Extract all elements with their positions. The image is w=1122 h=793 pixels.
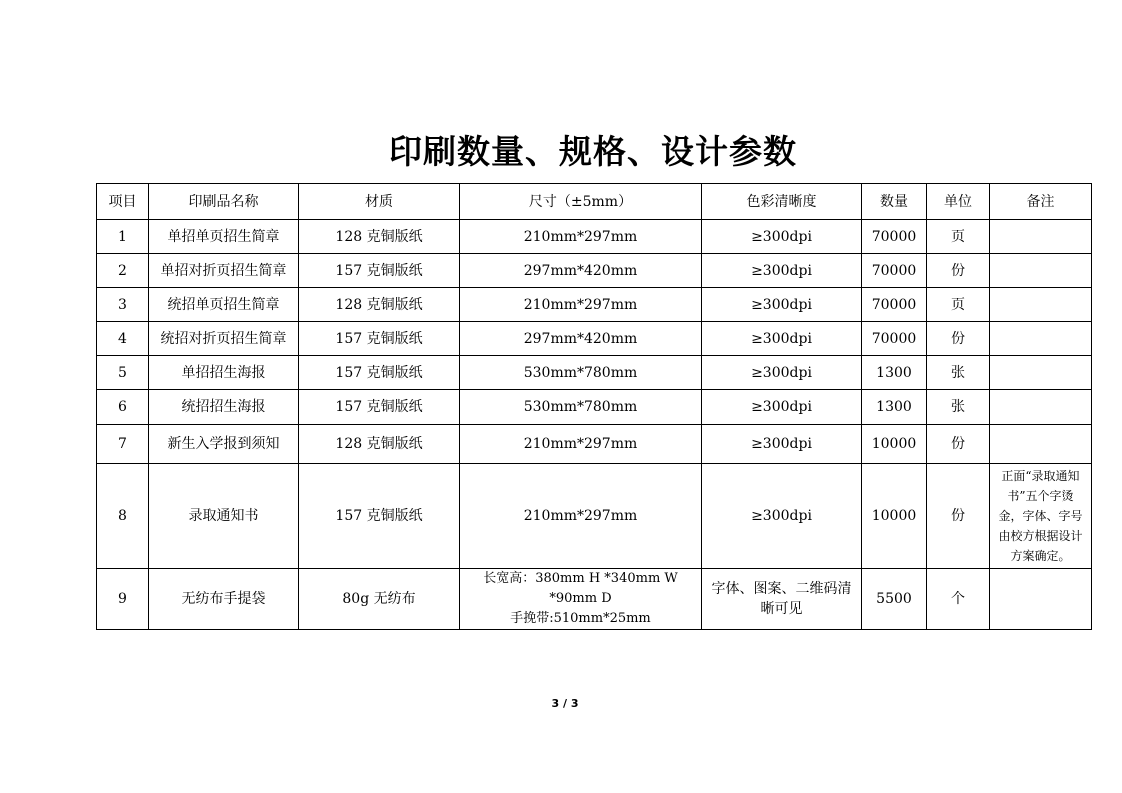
cell-index: 1 [97,220,149,254]
table-row [97,220,1092,254]
table-row [97,569,1092,630]
cell-remark [990,569,1092,630]
cell-material: 128 克铜版纸 [299,425,460,464]
table-row [97,288,1092,322]
cell-quantity: 5500 [862,569,927,630]
cell-size: 297mm*420mm [460,322,702,356]
cell-quantity: 1300 [862,356,927,390]
cell-color: ≥300dpi [702,220,862,254]
cell-unit: 份 [927,425,990,464]
cell-material: 157 克铜版纸 [299,464,460,569]
cell-index: 6 [97,390,149,425]
cell-remark [990,322,1092,356]
header-color: 色彩清晰度 [702,184,862,220]
page-title: 印刷数量、规格、设计参数 [389,132,797,171]
cell-quantity: 70000 [862,288,927,322]
cell-remark [990,288,1092,322]
cell-unit: 张 [927,390,990,425]
cell-quantity: 10000 [862,425,927,464]
cell-index: 3 [97,288,149,322]
cell-material: 80g 无纺布 [299,569,460,630]
cell-color: ≥300dpi [702,254,862,288]
cell-size-line: 手挽带:510mm*25mm [510,611,651,626]
cell-remark [990,220,1092,254]
cell-name: 统招单页招生简章 [149,288,299,322]
header-remark: 备注 [990,184,1092,220]
cell-name: 新生入学报到须知 [149,425,299,464]
cell-color: ≥300dpi [702,288,862,322]
cell-unit: 页 [927,220,990,254]
cell-unit: 页 [927,288,990,322]
cell-remark [990,390,1092,425]
header-name: 印刷品名称 [149,184,299,220]
cell-size: 210mm*297mm [460,220,702,254]
cell-remark [990,356,1092,390]
table-row [97,425,1092,464]
cell-color: ≥300dpi [702,322,862,356]
cell-unit: 份 [927,464,990,569]
page-number: 3 / 3 [551,697,579,710]
cell-index: 4 [97,322,149,356]
cell-name: 录取通知书 [149,464,299,569]
cell-color: ≥300dpi [702,390,862,425]
cell-size: 210mm*297mm [460,288,702,322]
cell-index: 7 [97,425,149,464]
cell-color: ≥300dpi [702,464,862,569]
cell-quantity: 1300 [862,390,927,425]
cell-size [460,569,702,630]
cell-size: 530mm*780mm [460,390,702,425]
cell-index: 8 [97,464,149,569]
table-row [97,356,1092,390]
table-row [97,322,1092,356]
cell-name: 单招单页招生简章 [149,220,299,254]
cell-remark [990,425,1092,464]
cell-index: 2 [97,254,149,288]
header-index: 项目 [97,184,149,220]
cell-name: 统招对折页招生简章 [149,322,299,356]
cell-quantity: 70000 [862,322,927,356]
cell-material: 157 克铜版纸 [299,390,460,425]
cell-name: 无纺布手提袋 [149,569,299,630]
cell-remark [990,254,1092,288]
cell-size-line: 长宽高：380mm H *340mm W *90mm D [483,571,678,606]
cell-material: 128 克铜版纸 [299,288,460,322]
cell-material: 128 克铜版纸 [299,220,460,254]
cell-unit: 个 [927,569,990,630]
cell-unit: 张 [927,356,990,390]
cell-remark: 正面“录取通知书”五个字烫金，字体、字号由校方根据设计方案确定。 [990,464,1092,569]
header-quantity: 数量 [862,184,927,220]
cell-quantity: 70000 [862,254,927,288]
header-material: 材质 [299,184,460,220]
cell-name: 单招招生海报 [149,356,299,390]
cell-size: 530mm*780mm [460,356,702,390]
table-row [97,254,1092,288]
cell-size: 297mm*420mm [460,254,702,288]
header-unit: 单位 [927,184,990,220]
header-size: 尺寸（±5mm） [460,184,702,220]
cell-name: 统招招生海报 [149,390,299,425]
cell-color: ≥300dpi [702,425,862,464]
cell-material: 157 克铜版纸 [299,254,460,288]
cell-name: 单招对折页招生简章 [149,254,299,288]
cell-color: ≥300dpi [702,356,862,390]
cell-quantity: 70000 [862,220,927,254]
cell-color: 字体、图案、二维码清晰可见 [702,569,862,630]
cell-material: 157 克铜版纸 [299,322,460,356]
cell-quantity: 10000 [862,464,927,569]
cell-size: 210mm*297mm [460,464,702,569]
table-row [97,390,1092,425]
table-header-row [97,184,1092,220]
cell-index: 5 [97,356,149,390]
cell-unit: 份 [927,322,990,356]
spec-table [96,183,1092,630]
cell-index: 9 [97,569,149,630]
cell-size: 210mm*297mm [460,425,702,464]
cell-material: 157 克铜版纸 [299,356,460,390]
cell-unit: 份 [927,254,990,288]
table-row [97,464,1092,569]
